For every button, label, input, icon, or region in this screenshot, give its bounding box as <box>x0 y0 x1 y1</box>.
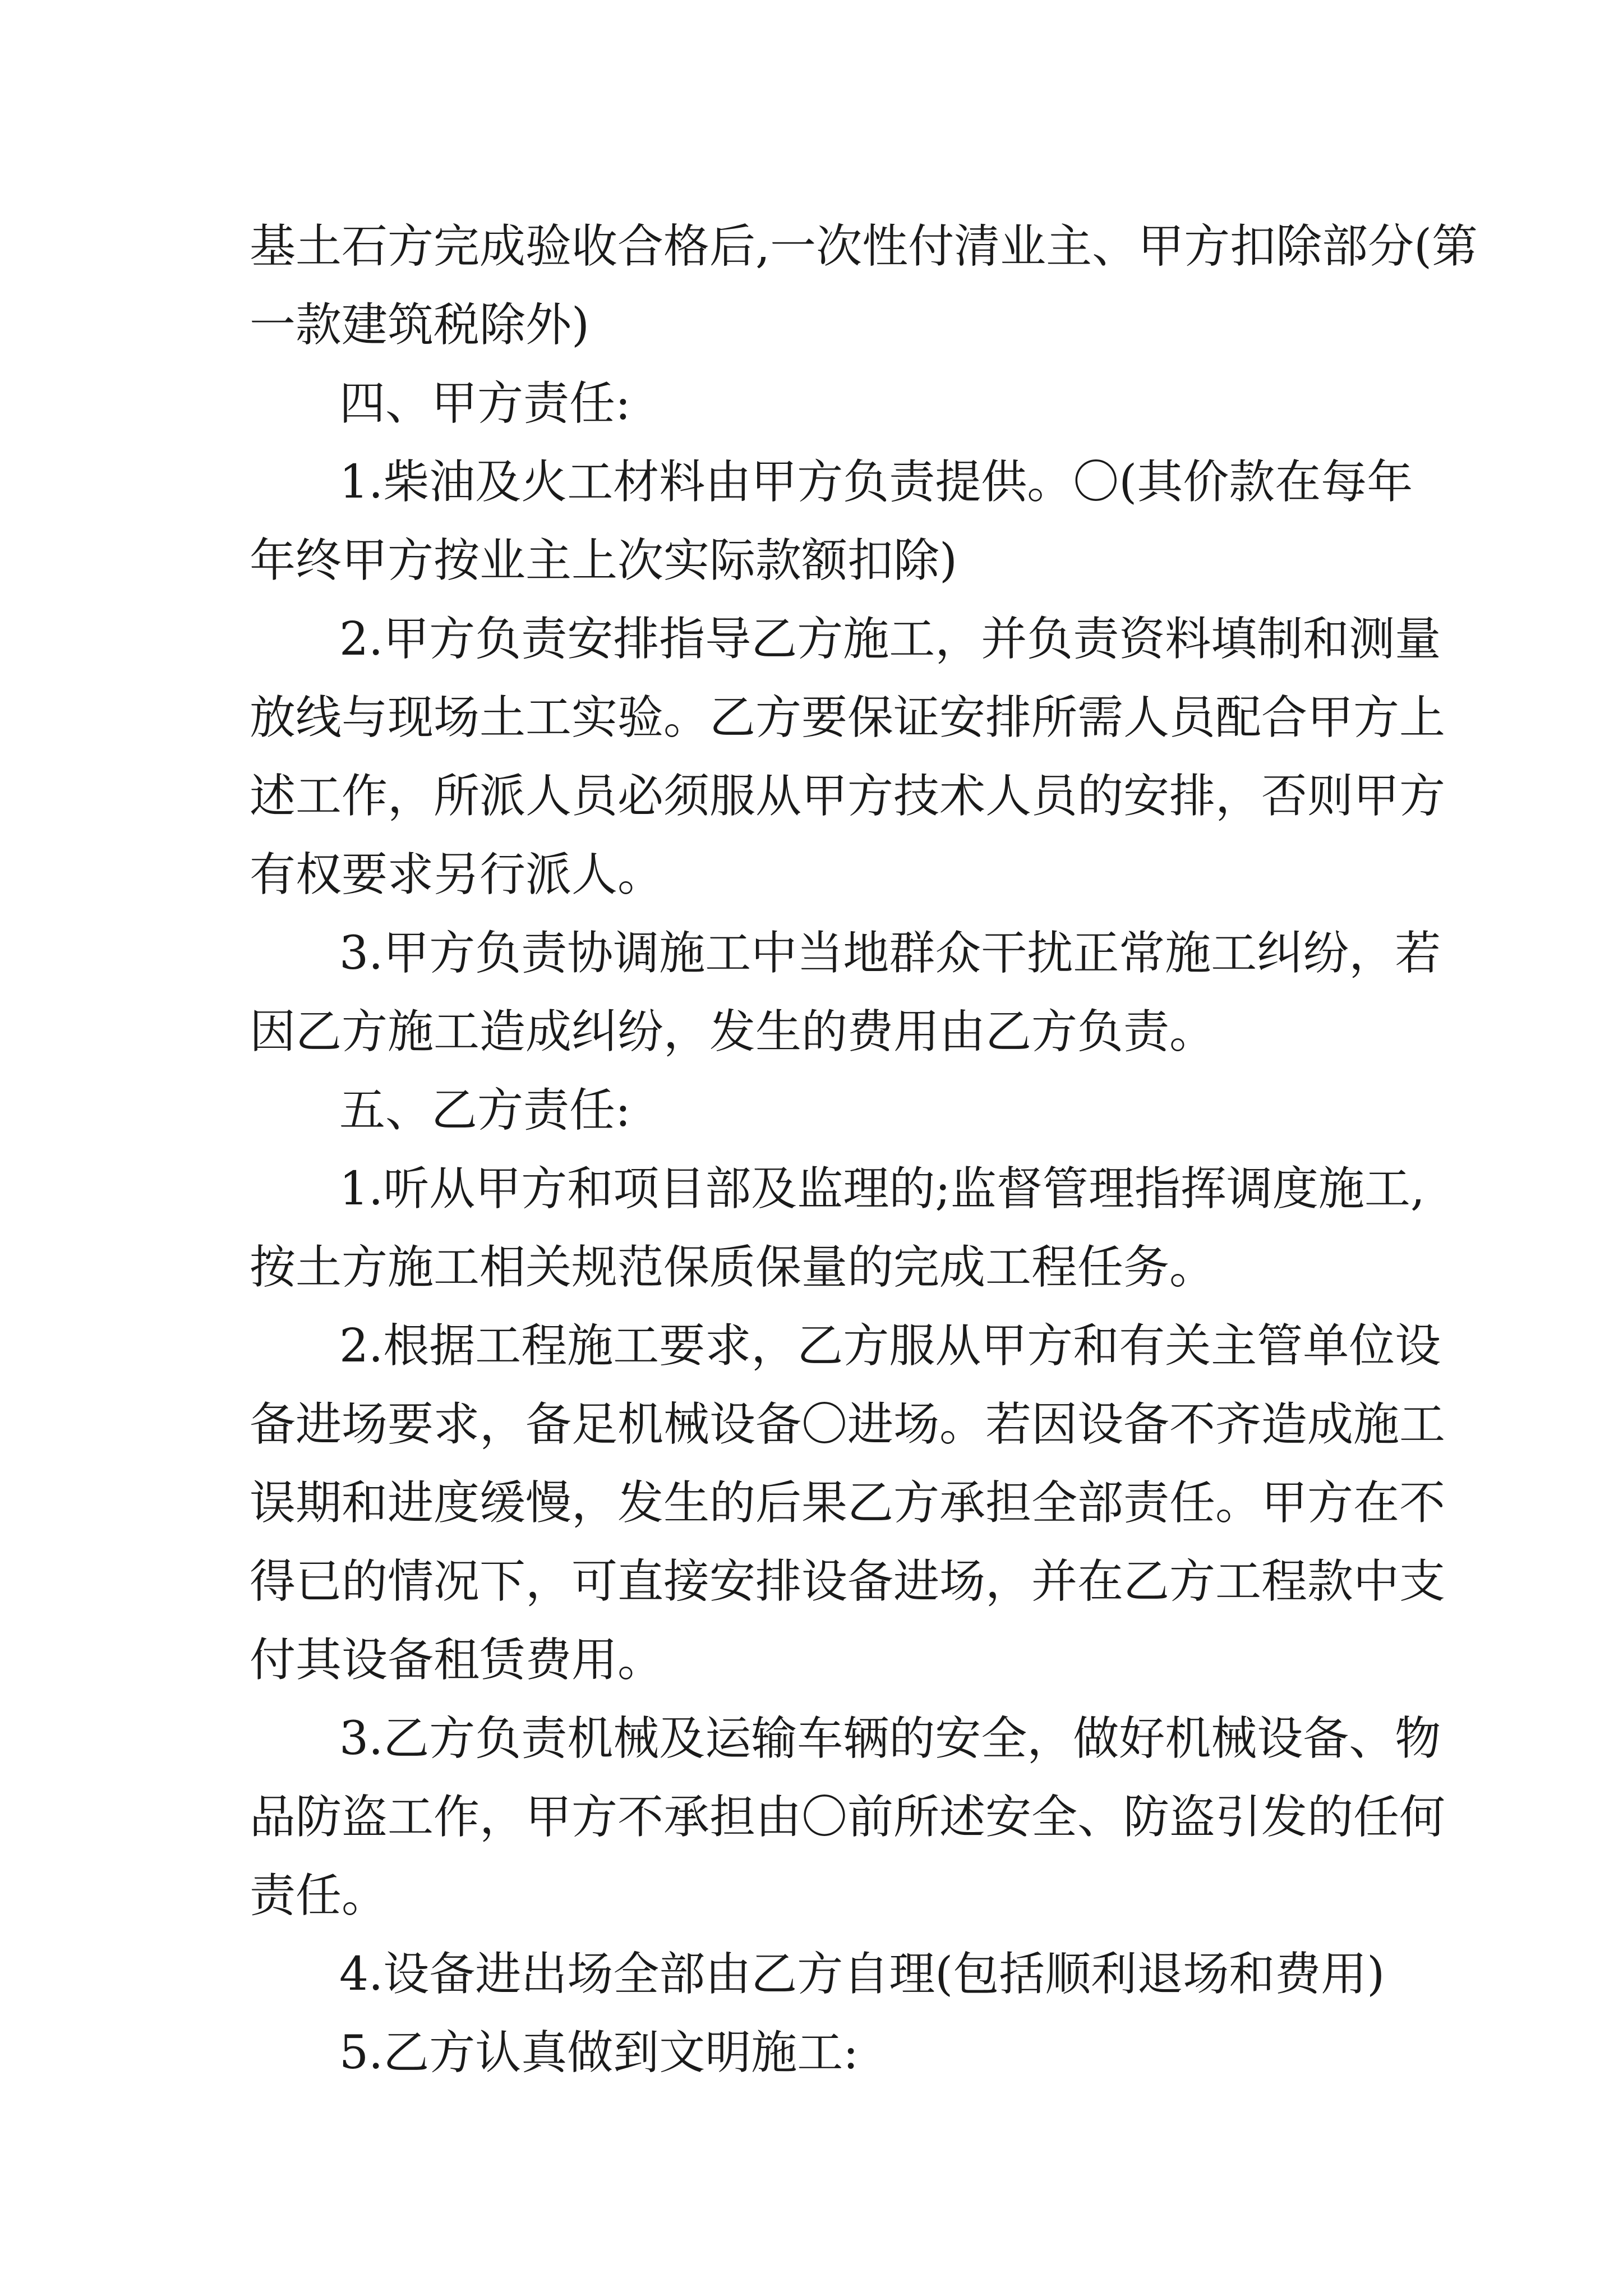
text-line: 2.甲方负责安排指导乙方施工，并负责资料填制和测量 <box>339 613 1441 666</box>
text-line: 2.根据工程施工要求，乙方服从甲方和有关主管单位设 <box>339 1319 1441 1373</box>
text-line: 年终甲方按业主上次实际款额扣除) <box>250 534 957 587</box>
text-line: 按土方施工相关规范保质保量的完成工程任务。 <box>250 1241 1216 1294</box>
text-line: 一款建筑税除外) <box>250 298 589 352</box>
text-line: 3.乙方负责机械及运输车辆的安全，做好机械设备、物 <box>339 1712 1441 1765</box>
text-line: 基土石方完成验收合格后,一次性付清业主、甲方扣除部分(第 <box>250 220 1478 273</box>
text-line: 备进场要求，备足机械设备〇进场。若因设备不齐造成施工 <box>250 1398 1446 1451</box>
text-line: 4.设备进出场全部由乙方自理(包括顺利退场和费用) <box>339 1948 1385 2001</box>
text-line: 5.乙方认真做到文明施工: <box>339 2026 859 2079</box>
section-heading: 四、甲方责任: <box>339 377 631 430</box>
text-line: 放线与现场土工实验。乙方要保证安排所需人员配合甲方上 <box>250 691 1446 744</box>
text-line: 付其设备租赁费用。 <box>250 1634 664 1687</box>
text-line: 因乙方施工造成纠纷，发生的费用由乙方负责。 <box>250 1005 1216 1059</box>
text-line: 误期和进度缓慢，发生的后果乙方承担全部责任。甲方在不 <box>250 1476 1446 1530</box>
section-heading: 五、乙方责任: <box>339 1084 631 1137</box>
text-line: 责任。 <box>250 1869 388 1922</box>
text-line: 述工作，所派人员必须服从甲方技术人员的安排，否则甲方 <box>250 770 1446 823</box>
text-line: 有权要求另行派人。 <box>250 848 664 901</box>
text-line: 品防盗工作，甲方不承担由〇前所述安全、防盗引发的任何 <box>250 1791 1446 1844</box>
text-line: 得已的情况下，可直接安排设备进场，并在乙方工程款中支 <box>250 1555 1446 1608</box>
text-line: 3.甲方负责协调施工中当地群众干扰正常施工纠纷，若 <box>339 927 1441 980</box>
text-line: 1.听从甲方和项目部及监理的;监督管理指挥调度施工, <box>339 1162 1425 1216</box>
text-line: 1.柴油及火工材料由甲方负责提供。〇(其价款在每年 <box>339 455 1413 509</box>
